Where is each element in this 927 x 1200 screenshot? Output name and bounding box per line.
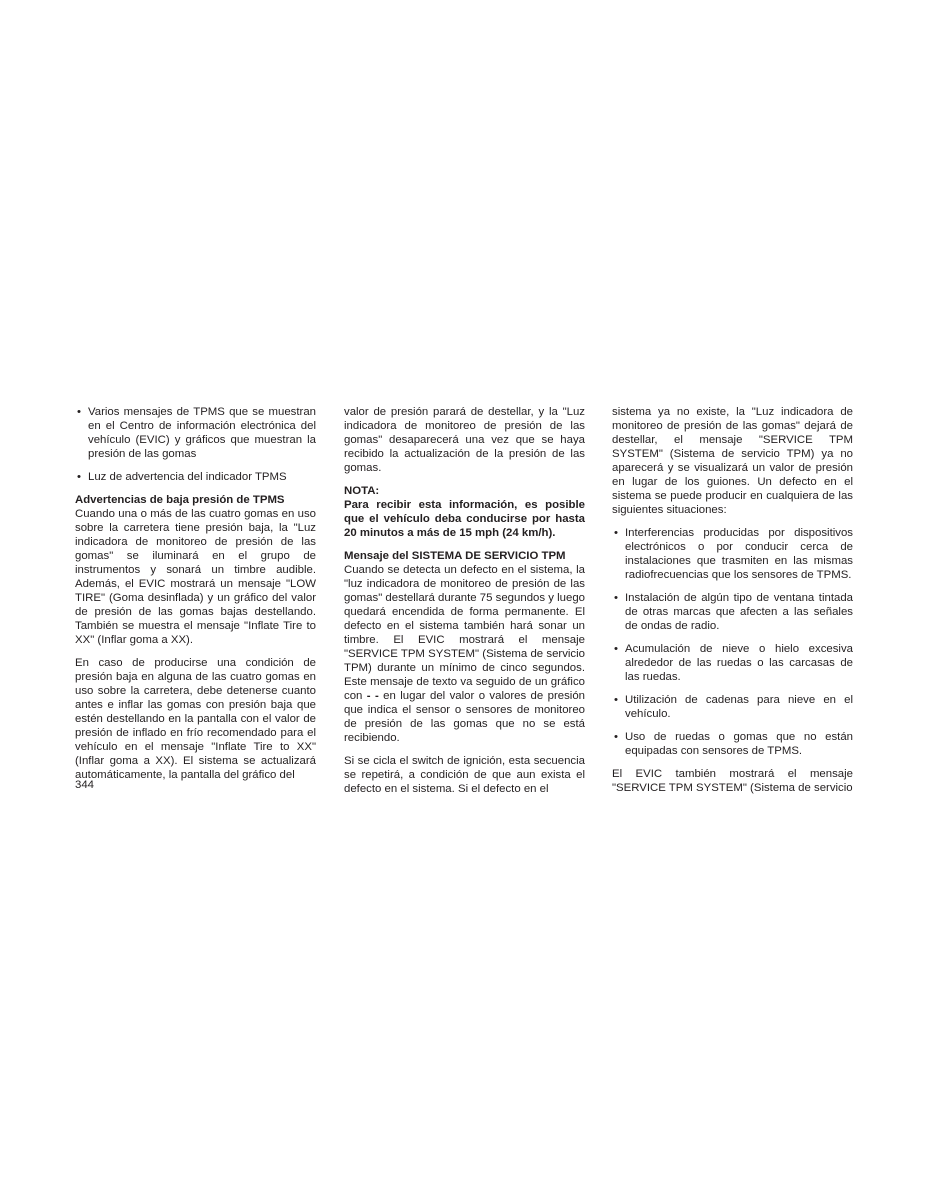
paragraph: El EVIC también mostrará el mensaje "SERVICE TPM SYSTEM" (Sistema de servicio: [612, 768, 853, 794]
page-number: 344: [75, 779, 95, 791]
bullet-list: [612, 526, 853, 758]
list-item: • Instalación de algún tipo de ventana tintada de otras marcas que afecten a las señales de ondas de radio.: [612, 591, 853, 633]
column-3: [612, 405, 853, 804]
note-text: Para recibir esta información, es posible que el vehículo deba conducirse por hasta 20 minutos a más de 15 mph (24 km/h).: [344, 499, 585, 539]
paragraph: sistema ya no existe, la "Luz indicadora de monitoreo de presión de las gomas" dejará de destellar, el mensaje "SERVICE TPM SYSTEM" (Sistema de servicio TPM) ya no aparecerá y se visualizará un valor de presión en lugar de los guiones. Un defecto en el sistema se puede producir en cualquiera de las siguientes situaciones:: [612, 406, 853, 516]
list-item: • Acumulación de nieve o hielo excesiva alrededor de las ruedas o las carcasas de las ruedas.: [612, 642, 853, 684]
column-2: [344, 405, 585, 805]
list-item: • Varios mensajes de TPMS que se muestran en el Centro de información electrónica del vehículo (EVIC) y gráficos que muestran la presión de las gomas: [75, 405, 316, 461]
list-item: • Interferencias producidas por dispositivos electrónicos o por conducir cerca de instalaciones que trasmiten en las mismas radiofrecuencias que los sensores de TPMS.: [612, 526, 853, 582]
section-heading: Advertencias de baja presión de TPMS: [75, 494, 285, 506]
bullet-list: [75, 405, 316, 484]
paragraph: valor de presión parará de destellar, y la "Luz indicadora de monitoreo de presión de las gomas" desaparecerá una vez que se haya recibido la actualización de la presión de las gomas.: [344, 406, 585, 474]
list-item: • Utilización de cadenas para nieve en el vehículo.: [612, 693, 853, 721]
column-1: [75, 405, 316, 791]
section-heading: Mensaje del SISTEMA DE SERVICIO TPM: [344, 550, 566, 562]
paragraph: En caso de producirse una condición de presión baja en alguna de las cuatro gomas en uso sobre la carretera, debe detenerse cuanto antes e inflar las gomas con presión baja que estén destellando en la pantalla con el valor de presión de inflado en frío recomendado para el vehículo en el mensaje "Inflate Tire to XX" (Inflar goma a XX). El sistema se actualizará automáticamente, la pantalla del gráfico del: [75, 657, 316, 781]
list-item: • Uso de ruedas o gomas que no están equipadas con sensores de TPMS.: [612, 730, 853, 758]
paragraph-part: en lugar del valor o valores de presión que indica el sensor o sensores de monitoreo de presión de las gomas que no se está recibiendo.: [344, 690, 585, 744]
paragraph: [344, 563, 585, 745]
list-item: • Luz de advertencia del indicador TPMS: [75, 470, 316, 484]
paragraph: Si se cicla el switch de ignición, esta secuencia se repetirá, a condición de que aun exista el defecto en el sistema. Si el defecto en el: [344, 755, 585, 795]
paragraph-part: Cuando se detecta un defecto en el sistema, la "luz indicadora de monitoreo de presión de las gomas" destellará durante 75 segundos y luego quedará encendida de forma permanente. El defecto en el sistema también hará sonar un timbre. El EVIC mostrará el mensaje "SERVICE TPM SYSTEM" (Sistema de servicio TPM) durante un mínimo de cinco segundos. Este mensaje de texto va seguido de un gráfico con: [344, 564, 585, 702]
paragraph: Cuando una o más de las cuatro gomas en uso sobre la carretera tiene presión baja, la "Luz indicadora de monitoreo de presión de las gomas" se iluminará en el grupo de instrumentos y sonará un timbre audible. Además, el EVIC mostrará un mensaje "LOW TIRE" (Goma desinflada) y un gráfico del valor de presión de las gomas bajas destellando. También se muestra el mensaje "Inflate Tire to XX" (Inflar goma a XX).: [75, 508, 316, 646]
note-label: NOTA:: [344, 485, 380, 497]
dashes-symbol: - -: [366, 690, 379, 702]
